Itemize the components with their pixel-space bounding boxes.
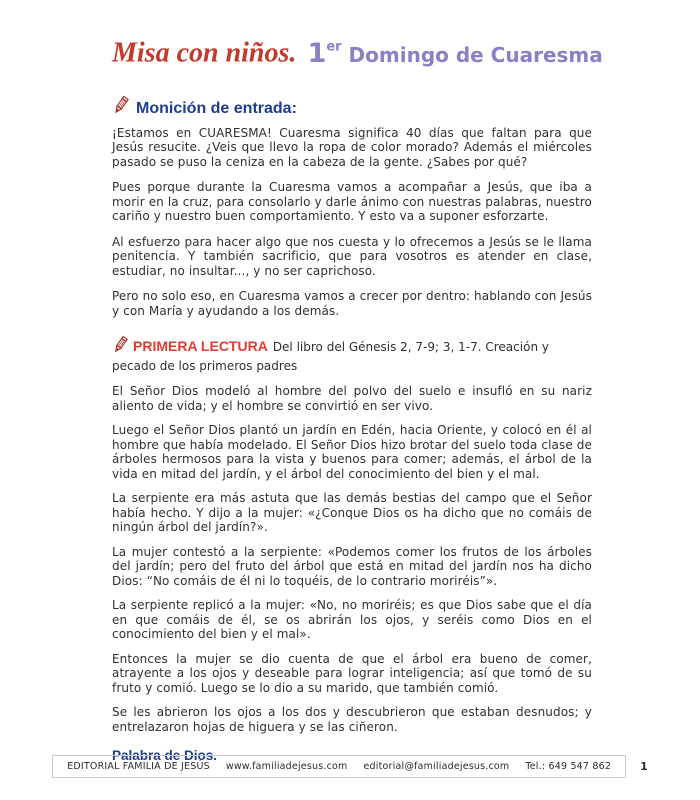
entrance-paragraph: Pero no solo eso, en Cuaresma vamos a crecer por dentro: hablando con Jesús y con María y ayudando a los demás. xyxy=(112,289,592,318)
first-reading-heading-label: PRIMERA LECTURA xyxy=(133,338,268,355)
pencil-icon xyxy=(112,334,129,359)
footer-contact-box xyxy=(52,755,626,778)
reading-paragraph: La serpiente era más astuta que las demás bestias del campo que el Señor había hecho. Y dijo a la mujer: «¿Conque Dios os ha dicho que no comáis de ningún árbol del jardín?». xyxy=(112,491,592,535)
page-title xyxy=(112,30,603,72)
entrance-paragraph: ¡Estamos en CUARESMA! Cuaresma significa 40 días que faltan para que Jesús resucite. ¿Veis que llevo la ropa de color morado? Además el miércoles pasado se puso la ceniza en la cabeza de la gente. ¿Sabes por qué? xyxy=(112,125,592,169)
entrance-section-heading xyxy=(112,92,592,118)
page-number: 1 xyxy=(640,760,648,773)
title-rest: Domingo de Cuaresma xyxy=(341,42,603,67)
page-title-purple-part xyxy=(308,32,603,70)
reading-paragraph: El Señor Dios modeló al hombre del polvo del suelo e insufló en su nariz aliento de vida; y el hombre se convirtió en ser vivo. xyxy=(112,384,592,413)
reading-paragraph: Luego el Señor Dios plantó un jardín en Edén, hacia Oriente, y colocó en él al hombre que había modelado. El Señor Dios hizo brotar del suelo toda clase de árboles hermosos para la vista y buenos para comer; además, el árbol de la vida en mitad del jardín, y el árbol del conocimiento del bien y el mal. xyxy=(112,423,592,481)
entrance-heading-label: Monición de entrada: xyxy=(136,99,297,117)
footer-email: editorial@familiadejesus.com xyxy=(363,761,510,772)
title-number: 1 xyxy=(307,37,327,69)
title-ordinal-superscript: er xyxy=(326,39,342,54)
footer-editorial-name: EDITORIAL FAMILIA DE JESÚS xyxy=(67,761,210,772)
first-reading-reference: Del libro del Génesis 2, 7-9; 3, 1-7. Creación y pecado de los primeros padres xyxy=(112,340,549,374)
page-footer xyxy=(0,755,700,778)
reading-paragraph: Se les abrieron los ojos a los dos y descubrieron que estaban desnudos; y entrelazaron hojas de higuera y se las ciñeron. xyxy=(112,705,592,734)
page-title-red-part: Misa con niños. xyxy=(112,37,297,69)
reading-paragraph: La mujer contestó a la serpiente: «Podemos comer los frutos de los árboles del jardín; pero del fruto del árbol que está en mitad del jardín nos ha dicho Dios: “No comáis de él ni lo toquéis, de lo contrario moriréis”». xyxy=(112,544,592,588)
word-of-god-closing: Palabra de Dios. xyxy=(112,748,218,764)
reading-paragraph: La serpiente replicó a la mujer: «No, no moriréis; es que Dios sabe que el día en que comáis de él, se os abrirán los ojos, y seréis como Dios en el conocimiento del bien y el mal». xyxy=(112,598,592,642)
entrance-paragraph: Pues porque durante la Cuaresma vamos a acompañar a Jesús, que iba a morir en la cruz, para consolarlo y darle ánimo con nuestras palabras, nuestro cariño y nuestro buen comportamiento. Y esto va a suponer esforzarte. xyxy=(112,180,592,224)
reading-paragraph: Entonces la mujer se dio cuenta de que el árbol era bueno de comer, atrayente a los ojos y deseable para lograr inteligencia; así que tomó de su fruto y comió. Luego se lo dio a su marido, que también comió. xyxy=(112,651,592,695)
first-reading-heading xyxy=(112,334,592,374)
footer-phone: Tel.: 649 547 862 xyxy=(525,761,612,772)
entrance-paragraph: Al esfuerzo para hacer algo que nos cuesta y lo ofrecemos a Jesús se le llama penitencia. Y también sacrificio, que para vosotros es atender en clase, estudiar, no insultar..., y no ser caprichoso. xyxy=(112,234,592,278)
footer-website: www.familiadejesus.com xyxy=(225,761,348,772)
pencil-icon xyxy=(112,94,130,120)
